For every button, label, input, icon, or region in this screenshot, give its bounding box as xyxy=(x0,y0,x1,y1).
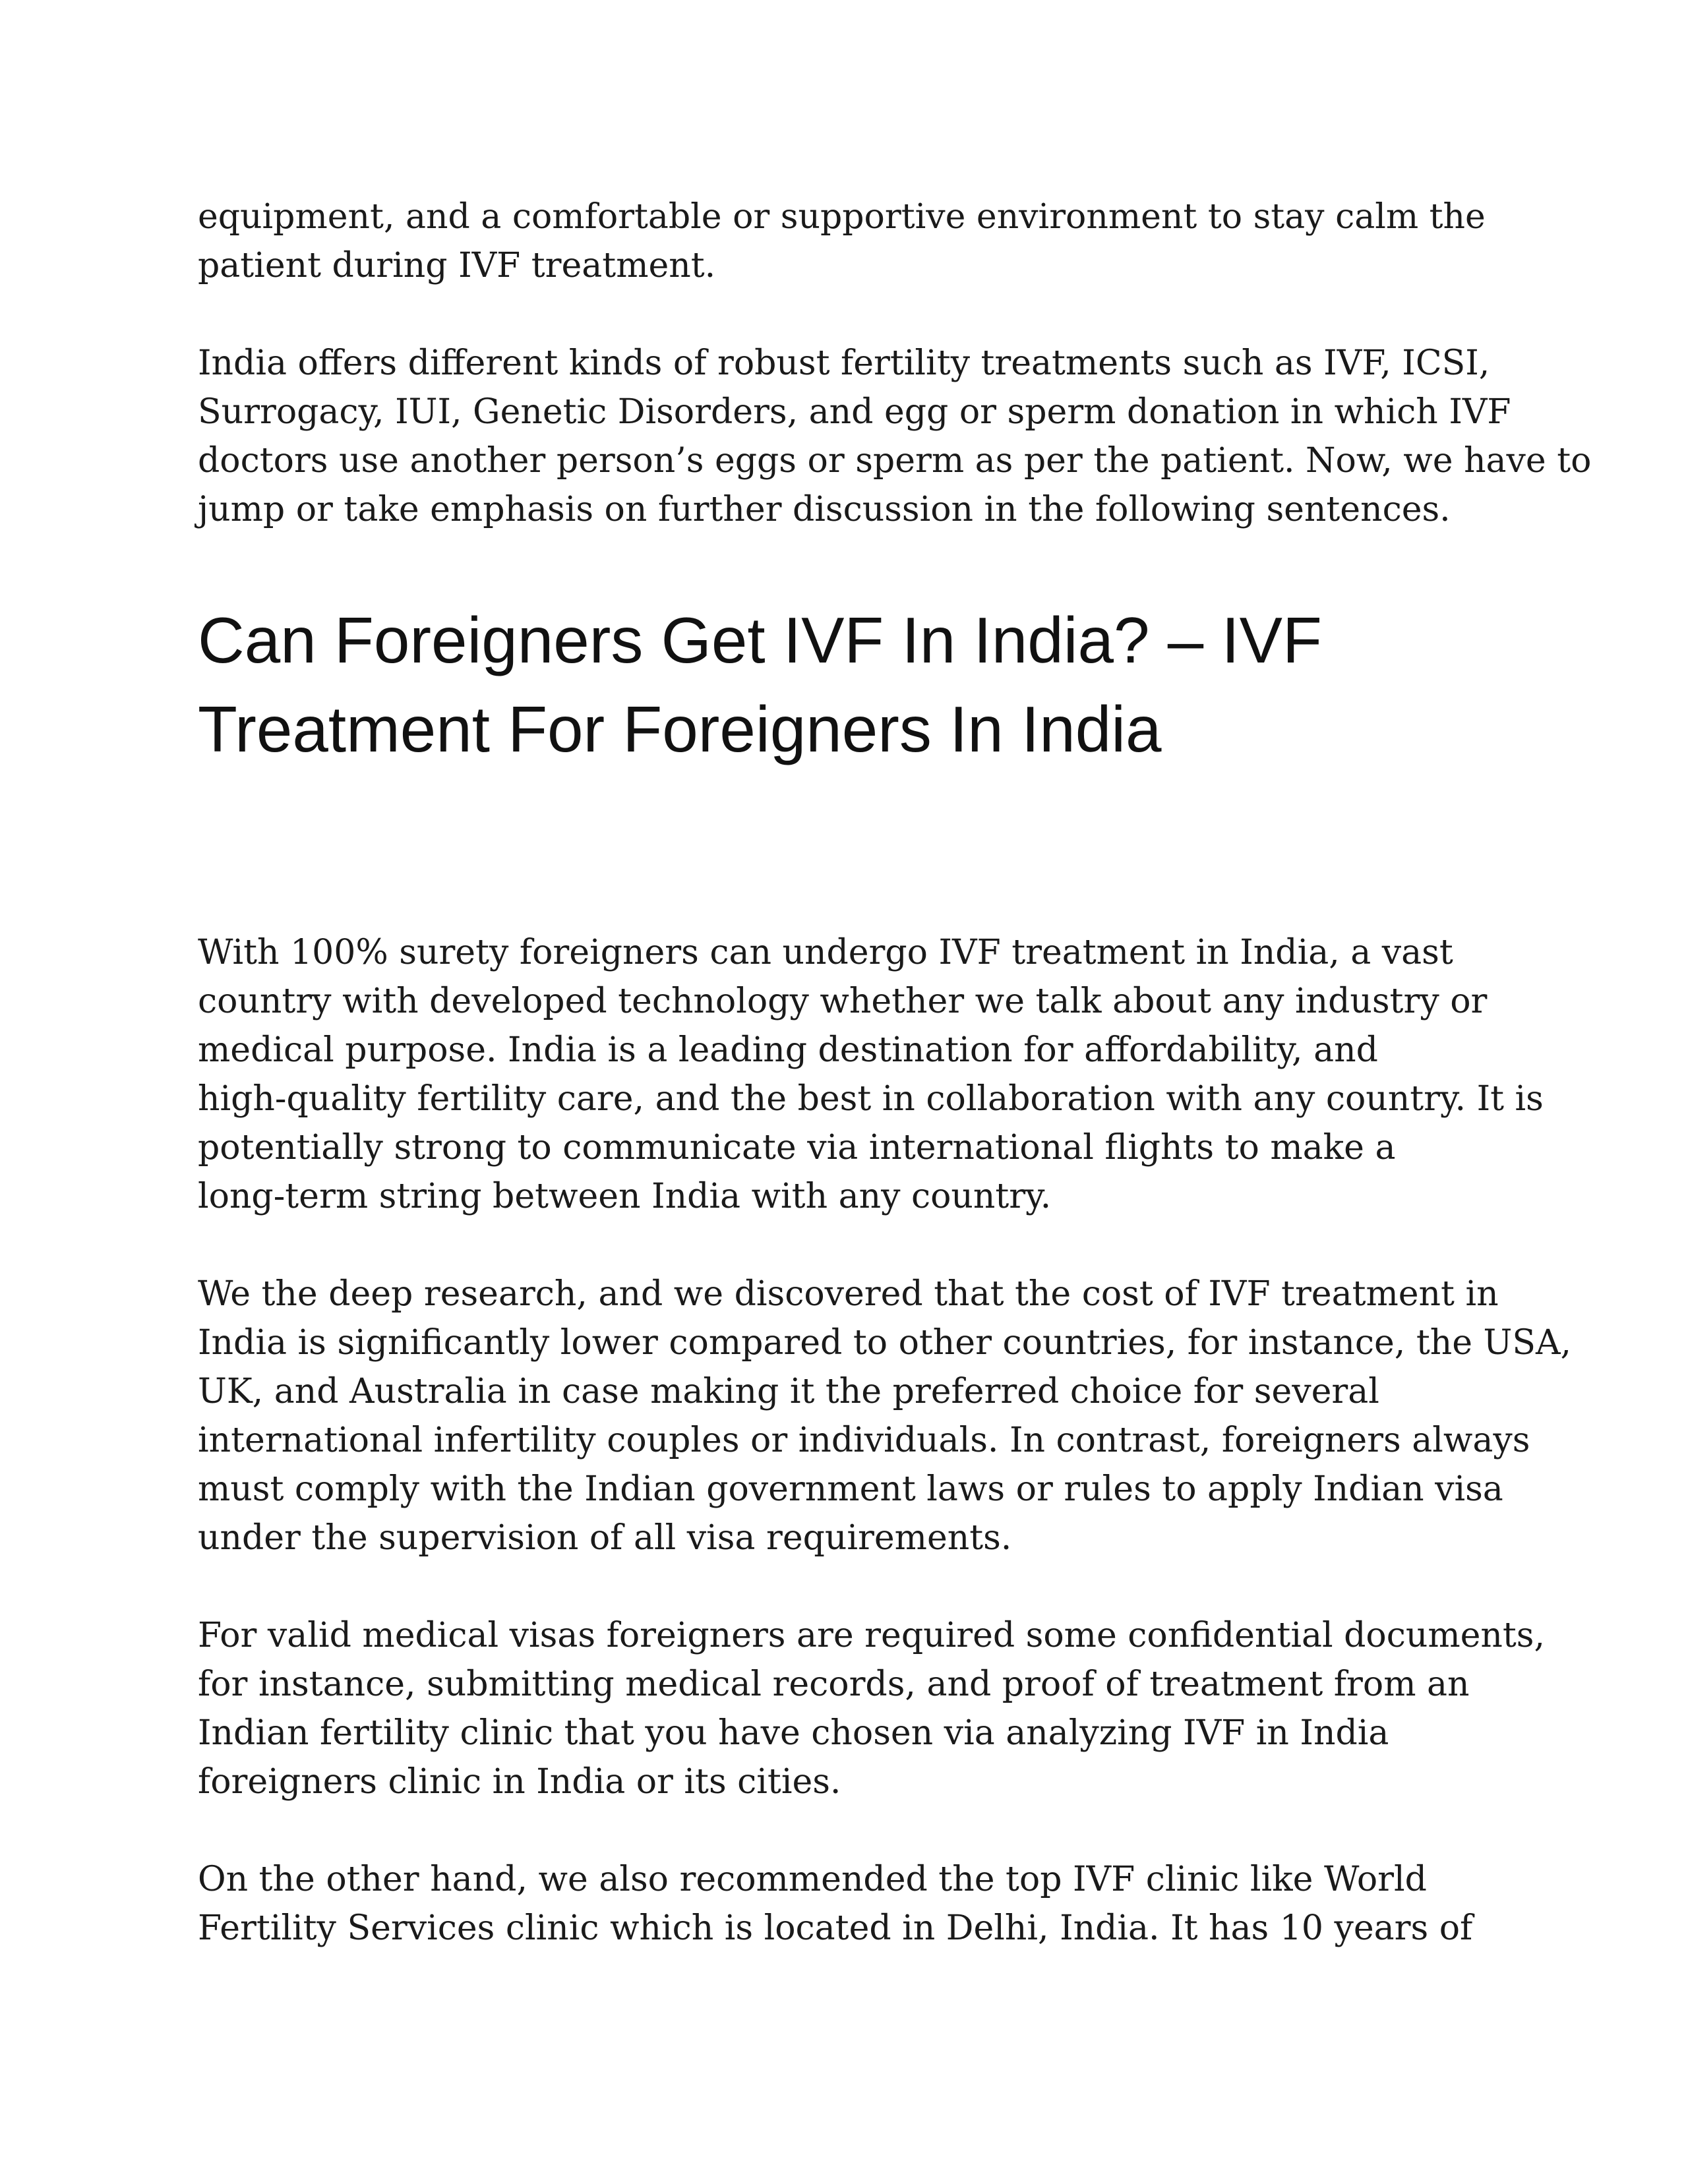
paragraph-recommendation xyxy=(198,1855,1517,1953)
paragraph-spacer xyxy=(198,1221,1517,1270)
paragraph-surety xyxy=(198,928,1544,1221)
text-line: equipment, and a comfortable or supportive environment to stay calm the xyxy=(198,197,1486,237)
paragraph-treatments xyxy=(198,339,1592,534)
text-line: India offers different kinds of robust fertility treatments such as IVF, ICSI, xyxy=(198,343,1490,383)
heading-line: Can Foreigners Get IVF In India? – IVF xyxy=(198,604,1322,676)
heading-spacer xyxy=(198,774,1517,928)
text-line: international infertility couples or individuals. In contrast, foreigners always xyxy=(198,1421,1530,1460)
text-line: Indian fertility clinic that you have chosen via analyzing IVF in India xyxy=(198,1713,1389,1753)
text-line: Surrogacy, IUI, Genetic Disorders, and egg or sperm donation in which IVF xyxy=(198,392,1511,432)
text-line: medical purpose. India is a leading destination for affordability, and xyxy=(198,1030,1378,1070)
text-line: On the other hand, we also recommended the top IVF clinic like World xyxy=(198,1860,1427,1899)
text-line: patient during IVF treatment. xyxy=(198,246,716,285)
paragraph-research xyxy=(198,1270,1572,1562)
text-line: UK, and Australia in case making it the preferred choice for several xyxy=(198,1372,1379,1411)
text-line: Fertility Services clinic which is located in Delhi, India. It has 10 years of xyxy=(198,1908,1473,1948)
text-line: India is significantly lower compared to other countries, for instance, the USA, xyxy=(198,1323,1572,1363)
heading-line: Treatment For Foreigners In India xyxy=(198,693,1162,765)
paragraph-spacer xyxy=(198,1562,1517,1611)
text-line: must comply with the Indian government laws or rules to apply Indian visa xyxy=(198,1469,1503,1509)
text-line: foreigners clinic in India or its cities. xyxy=(198,1762,841,1802)
text-line: doctors use another person’s eggs or sperm as per the patient. Now, we have to xyxy=(198,441,1592,481)
text-line: For valid medical visas foreigners are required some confidential documents, xyxy=(198,1616,1546,1655)
text-line: With 100% surety foreigners can undergo IVF treatment in India, a vast xyxy=(198,933,1453,972)
paragraph-visas xyxy=(198,1611,1546,1806)
text-line: jump or take emphasis on further discussion in the following sentences. xyxy=(198,490,1451,529)
text-line: potentially strong to communicate via international flights to make a xyxy=(198,1128,1396,1167)
document-body xyxy=(198,192,1592,1953)
paragraph-spacer xyxy=(198,290,1517,339)
text-line: for instance, submitting medical records, and proof of treatment from an xyxy=(198,1665,1470,1704)
text-line: long-term string between India with any country. xyxy=(198,1177,1052,1216)
text-line: under the supervision of all visa requirements. xyxy=(198,1518,1012,1558)
text-line: We the deep research, and we discovered that the cost of IVF treatment in xyxy=(198,1274,1499,1314)
section-heading xyxy=(198,596,1517,774)
text-line: country with developed technology whether we talk about any industry or xyxy=(198,982,1488,1021)
paragraph-spacer xyxy=(198,1806,1517,1855)
paragraph-equipment xyxy=(198,192,1517,290)
text-line: high-quality fertility care, and the best in collaboration with any country. It is xyxy=(198,1079,1544,1119)
